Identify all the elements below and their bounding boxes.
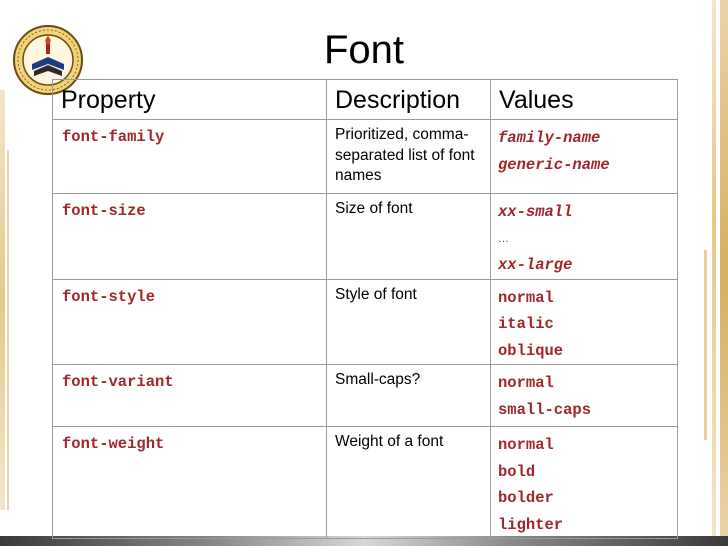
value-item: normal <box>498 436 554 454</box>
table-header-row <box>53 80 678 120</box>
decor-stripe <box>704 250 707 440</box>
property-cell: font-style <box>53 279 327 365</box>
values-cell <box>491 120 678 194</box>
table-row <box>53 194 678 280</box>
value-item: oblique <box>498 341 564 360</box>
value-ellipsis: … <box>498 232 509 245</box>
table-row <box>53 120 678 194</box>
decor-stripe <box>7 150 9 510</box>
property-cell: font-weight <box>53 427 327 539</box>
page-title: Font <box>323 28 405 72</box>
value-item: bold <box>498 462 536 481</box>
property-cell: font-size <box>53 194 327 280</box>
value-item: generic-name <box>498 155 610 174</box>
value-item: normal <box>498 374 554 392</box>
description-cell: Weight of a font <box>327 427 491 539</box>
values-cell <box>491 279 678 365</box>
font-properties-table <box>52 79 678 539</box>
value-item: xx-small <box>498 203 573 221</box>
values-cell <box>491 427 678 539</box>
description-cell: Prioritized, comma-separated list of font names <box>327 120 491 194</box>
decor-stripe <box>0 90 5 510</box>
value-item: lighter <box>498 515 564 534</box>
values-cell <box>491 365 678 427</box>
value-item: italic <box>498 315 554 333</box>
table-row <box>53 365 678 427</box>
decor-stripe <box>712 0 716 546</box>
column-header-values: Values <box>491 80 678 120</box>
description-cell: Small-caps? <box>327 365 491 427</box>
value-item: xx-large <box>498 256 573 274</box>
column-header-description: Description <box>327 80 491 120</box>
value-item: family-name <box>498 129 601 147</box>
table-row <box>53 279 678 365</box>
description-cell: Style of font <box>327 279 491 365</box>
table-row <box>53 427 678 539</box>
column-header-property: Property <box>53 80 327 120</box>
values-cell <box>491 194 678 280</box>
property-cell: font-family <box>53 120 327 194</box>
decor-stripe <box>720 0 728 546</box>
property-cell: font-variant <box>53 365 327 427</box>
value-item: small-caps <box>498 400 592 419</box>
value-item: normal <box>498 288 554 307</box>
value-item: bolder <box>498 489 554 507</box>
description-cell: Size of font <box>327 194 491 280</box>
